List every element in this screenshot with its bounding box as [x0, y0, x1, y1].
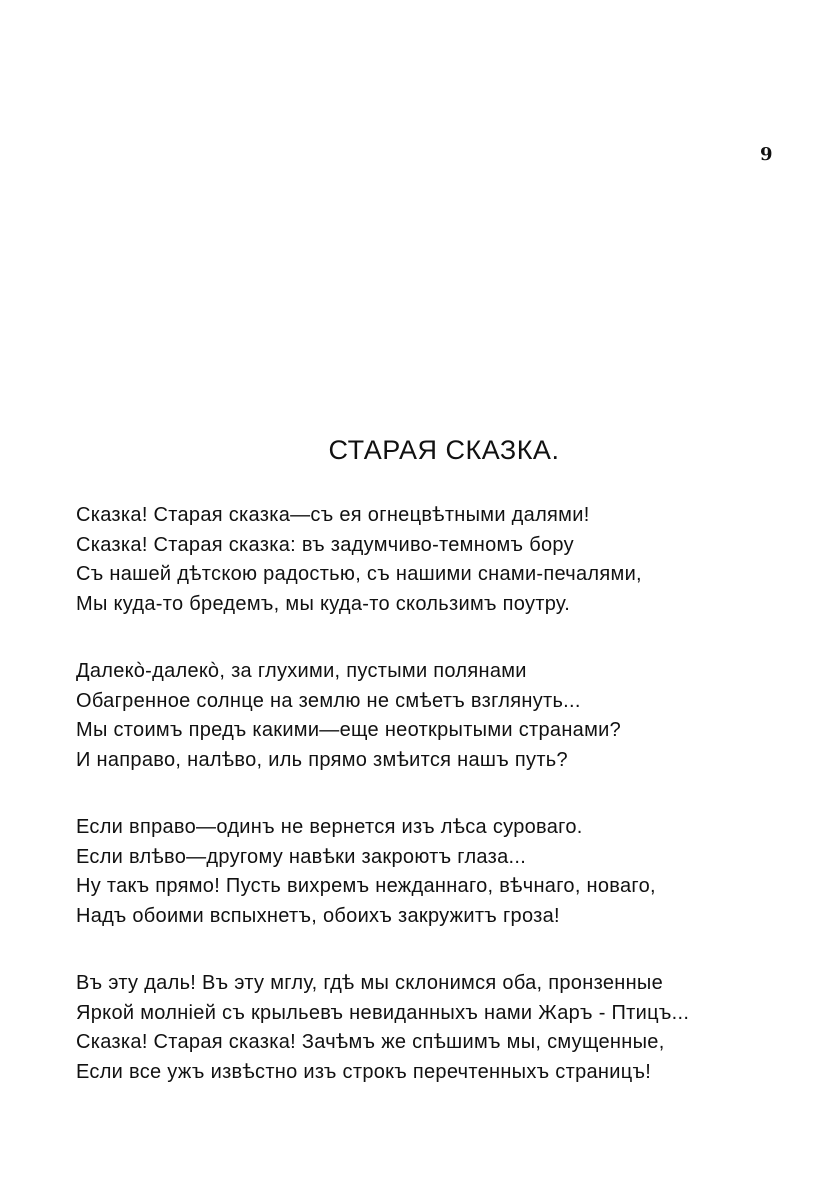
poem-line: Сказка! Старая сказка! Зачѣмъ же спѣшимъ мы, смущенные,: [76, 1031, 665, 1053]
poem-line: Яркой молніей съ крыльевъ невиданныхъ нами Жаръ - Птицъ...: [76, 1001, 690, 1024]
page-number: 9: [760, 144, 773, 165]
poem-title: СТАРАЯ СКАЗКА.: [328, 435, 560, 466]
poem-line: И направо, налѣво, иль прямо змѣится нашъ путь?: [76, 748, 568, 771]
poem-line: Ну такъ прямо! Пусть вихремъ нежданнаго, вѣчнаго, новаго,: [76, 875, 656, 897]
poem-line: Далекò-далекò, за глухими, пустыми полянами: [76, 660, 527, 682]
poem-line: Надъ обоими вспыхнетъ, обоихъ закружитъ гроза!: [76, 904, 560, 927]
stanza-1: [76, 501, 776, 619]
poem-line: Если влѣво—другому навѣки закроютъ глаза...: [76, 845, 527, 868]
poem-line: Сказка! Старая сказка—съ ея огнецвѣтными далями!: [76, 504, 590, 526]
poem-line: Мы куда-то бредемъ, мы куда-то скользимъ поутру.: [76, 592, 571, 615]
stanza-2: [76, 657, 776, 775]
poem-line: Съ нашей дѣтскою радостью, съ нашими снами-печалями,: [76, 563, 642, 585]
poem-line: Мы стоимъ предъ какими—еще неоткрытыми странами?: [76, 719, 622, 741]
poem-line: Если все ужъ извѣстно изъ строкъ перечтенныхъ страницъ!: [76, 1060, 652, 1083]
poem-line: Если вправо—одинъ не вернется изъ лѣса суроваго.: [76, 816, 583, 838]
stanza-3: [76, 813, 776, 931]
poem-line: Сказка! Старая сказка: въ задумчиво-темномъ бору: [76, 533, 574, 556]
poem-line: Въ эту даль! Въ эту мглу, гдѣ мы склонимся оба, пронзенные: [76, 972, 664, 994]
poem-body: [76, 501, 776, 1125]
poem-line: Обагренное солнце на землю не смѣетъ взглянуть...: [76, 689, 581, 712]
stanza-4: [76, 969, 776, 1087]
